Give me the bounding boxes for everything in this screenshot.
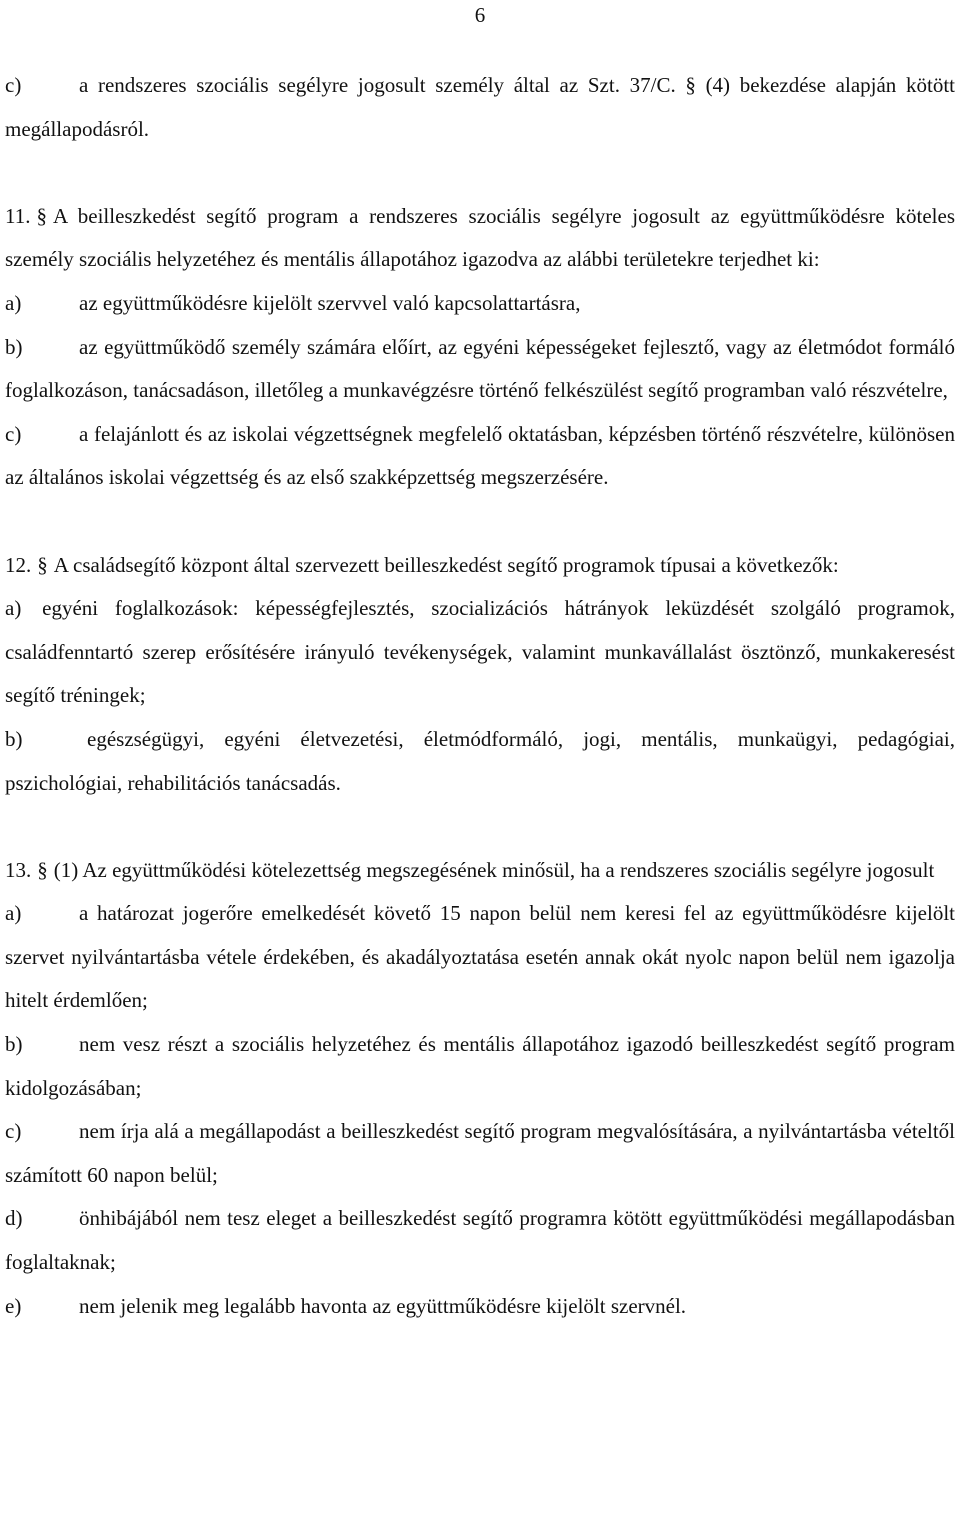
item-text: egyéni foglalkozások: képességfejlesztés, szocializációs hátrányok leküzdését szolgáló programok, családfenntartó szerep erősítésére irányuló tevékenységek, valamint munkavállalást ösztönző, munkakeresést segítő tréningek;: [5, 596, 955, 708]
section-13-intro: [5, 849, 955, 893]
section-13-item-c: [5, 1110, 955, 1197]
item-text: az együttműködő személy számára előírt, az egyéni képességeket fejlesztő, vagy az életmódot formáló foglalkozáson, tanácsadáson, illetőleg a munkavégzésre történő felkészülést segítő programban való részvételre,: [5, 334, 955, 403]
section-11-item-a: [5, 282, 955, 326]
item-text: a rendszeres szociális segélyre jogosult személy által az Szt. 37/C. § (4) bekezdése alapján kötött megállapodásról.: [5, 73, 955, 141]
section-11-item-b: [5, 326, 955, 413]
item-text: önhibájából nem tesz eleget a beilleszkedést segítő programra kötött együttműködési megállapodásban foglaltaknak;: [5, 1206, 955, 1275]
item-text: nem írja alá a megállapodást a beilleszkedést segítő program megvalósítására, a nyilvántartásba vételtől számított 60 napon belül;: [5, 1119, 955, 1187]
section-sign-icon: §: [37, 857, 48, 882]
section-12-item-a: [5, 587, 955, 718]
section-intro-text: A beilleszkedést segítő program a rendszeres szociális segélyre jogosult az együttműködésre köteles személy szociális helyzetéhez és mentális állapotához igazodva az alábbi területekre terjedhet ki:: [5, 203, 955, 272]
section-intro-text: (1) Az együttműködési kötelezettség megszegésének minősül, ha a rendszeres szociális segélyre jogosult: [53, 857, 935, 882]
section-13-item-b: [5, 1023, 955, 1110]
item-label: c): [5, 73, 22, 97]
item-label: b): [5, 726, 23, 751]
item-text: nem vesz részt a szociális helyzetéhez és mentális állapotához igazodó beilleszkedést segítő program kidolgozásában;: [5, 1032, 955, 1100]
item-label: b): [5, 1032, 23, 1057]
section-sign-icon: §: [37, 552, 48, 577]
item-label: a): [5, 290, 22, 315]
section-number: 13.: [5, 857, 32, 882]
page-number: 6: [474, 3, 486, 27]
document-body: [5, 64, 955, 1328]
section-sign-icon: §: [36, 203, 47, 228]
section-number: 11.: [5, 203, 31, 228]
item-label: c): [5, 421, 22, 446]
item-text: a határozat jogerőre emelkedését követő 15 napon belül nem keresi fel az együttműködésre kijelölt szervet nyilvántartásba vétele érdekében, és akadályoztatása esetén annak okát nyolc napon belül nem igazolja hitelt érdemlően;: [5, 901, 955, 1013]
item-text: a felajánlott és az iskolai végzettségnek megfelelő oktatásban, képzésben történő részvételre, különösen az általános iskolai végzettség és az első szakképzettség megszerzésére.: [5, 421, 955, 490]
item-label: c): [5, 1119, 22, 1144]
item-10-c: [5, 64, 955, 151]
section-12-intro: [5, 544, 955, 588]
section-13-item-d: [5, 1197, 955, 1284]
item-text: nem jelenik meg legalább havonta az együttműködésre kijelölt szervnél.: [79, 1293, 687, 1318]
item-label: d): [5, 1206, 23, 1231]
item-text: az együttműködésre kijelölt szervvel való kapcsolattartásra,: [79, 290, 581, 315]
section-13-item-e: [5, 1285, 955, 1329]
section-number: 12.: [5, 552, 32, 577]
item-label: e): [5, 1293, 22, 1318]
section-11-intro: [5, 195, 955, 282]
section-13-item-a: [5, 892, 955, 1023]
section-12-item-b: [5, 718, 955, 805]
section-intro-text: A családsegítő központ által szervezett beilleszkedést segítő programok típusai a következők:: [53, 552, 839, 577]
item-label: b): [5, 334, 23, 359]
item-text: egészségügyi, egyéni életvezetési, életmódformáló, jogi, mentális, munkaügyi, pedagógiai, pszichológiai, rehabilitációs tanácsadás.: [5, 726, 955, 795]
item-label: a): [5, 901, 22, 926]
item-label: a): [5, 596, 22, 621]
section-11-item-c: [5, 413, 955, 500]
